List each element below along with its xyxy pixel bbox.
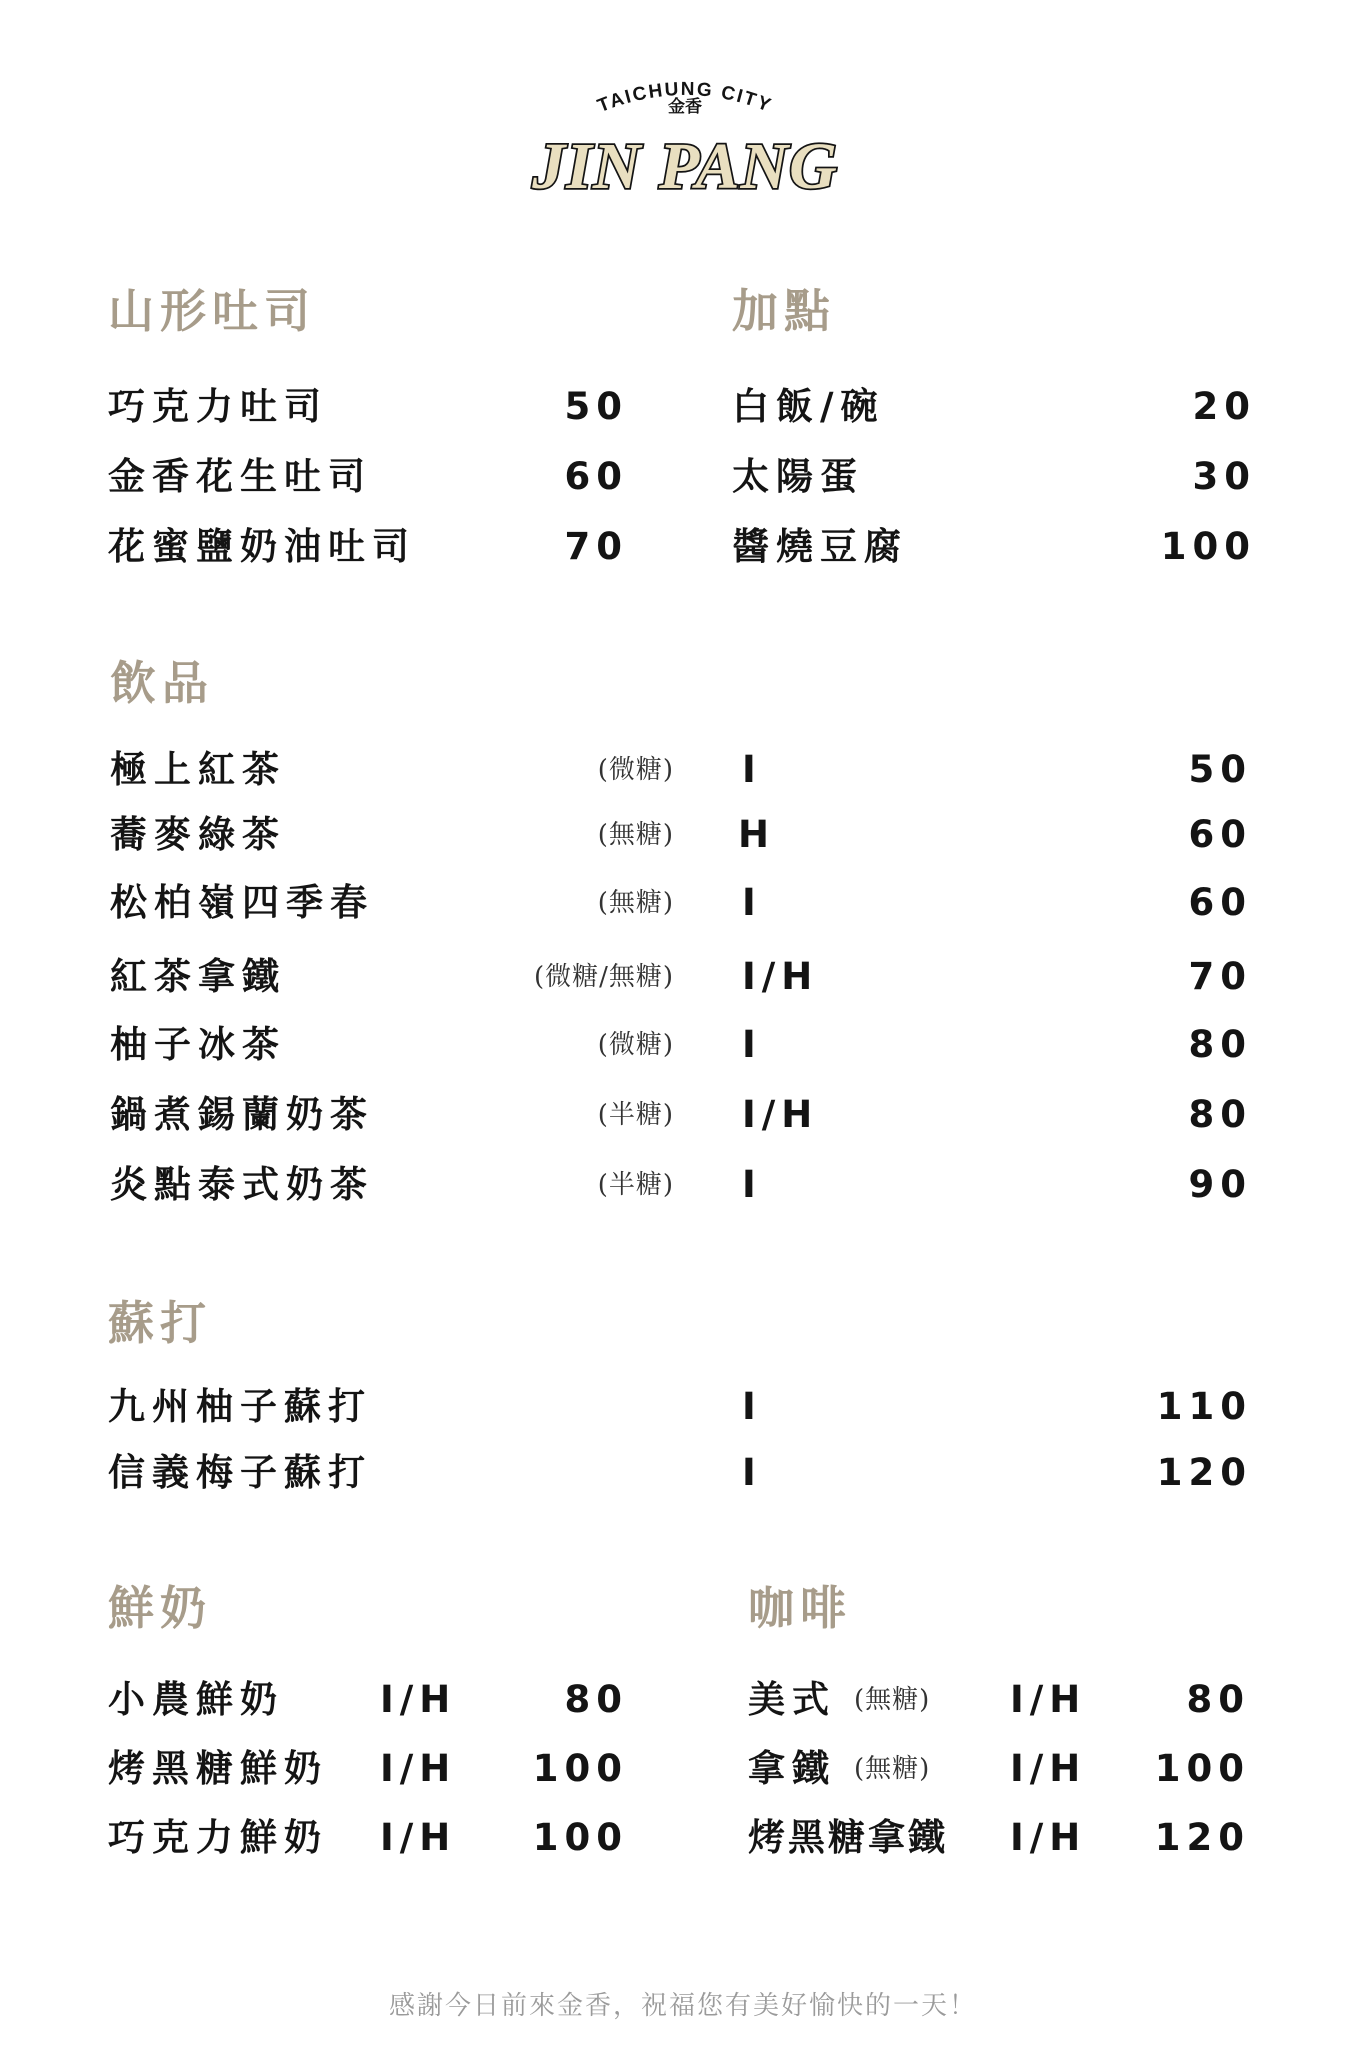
item-name: 巧克力吐司 — [108, 385, 328, 428]
item-price: 100 — [1154, 1747, 1250, 1790]
item-size: I — [742, 748, 762, 791]
menu-item — [110, 1160, 1252, 1210]
item-note: (半糖) — [597, 1100, 674, 1130]
menu-item — [748, 1813, 1250, 1863]
item-note: (微糖) — [597, 1030, 674, 1060]
item-name: 九州柚子蘇打 — [108, 1385, 372, 1428]
menu-item — [732, 452, 1256, 502]
item-size: I/H — [1010, 1747, 1087, 1790]
item-price: 50 — [1188, 748, 1252, 791]
item-size: I/H — [742, 1093, 819, 1136]
item-price: 80 — [1186, 1678, 1250, 1721]
item-name: 拿鐵 — [748, 1747, 836, 1790]
item-note: (微糖) — [597, 755, 674, 785]
item-name: 炎點泰式奶茶 — [110, 1163, 374, 1206]
item-price: 120 — [1154, 1816, 1250, 1859]
menu-item — [748, 1675, 1250, 1725]
soda-heading: 蘇打 — [108, 1296, 212, 1350]
item-price: 90 — [1188, 1163, 1252, 1206]
item-note: (微糖/無糖) — [533, 962, 674, 992]
item-size: I/H — [1010, 1816, 1087, 1859]
item-size: I/H — [380, 1678, 457, 1721]
menu-item — [110, 810, 1252, 860]
item-name: 極上紅茶 — [110, 748, 286, 791]
menu-item — [108, 1448, 1252, 1498]
item-size: I/H — [380, 1747, 457, 1790]
menu-item — [110, 1090, 1252, 1140]
item-name: 醬燒豆腐 — [732, 525, 908, 568]
item-name: 巧克力鮮奶 — [108, 1816, 328, 1859]
coffee-heading: 咖啡 — [748, 1581, 852, 1635]
item-price: 50 — [564, 385, 628, 428]
item-price: 60 — [1188, 881, 1252, 924]
item-size: I — [742, 1023, 762, 1066]
item-name: 烤黑糖鮮奶 — [108, 1747, 328, 1790]
item-name: 花蜜鹽奶油吐司 — [108, 525, 416, 568]
item-note: (無糖) — [597, 820, 674, 850]
item-size: I — [742, 1385, 762, 1428]
menu-item — [110, 952, 1252, 1002]
item-price: 70 — [1188, 955, 1252, 998]
menu-item — [110, 878, 1252, 928]
item-price: 80 — [1188, 1023, 1252, 1066]
item-size: I — [742, 1163, 762, 1206]
logo — [520, 60, 850, 220]
item-price: 80 — [1188, 1093, 1252, 1136]
item-name: 小農鮮奶 — [108, 1678, 284, 1721]
item-size: I — [742, 1451, 762, 1494]
addons-heading: 加點 — [732, 284, 836, 338]
drinks-heading: 飲品 — [110, 656, 214, 710]
logo-city-text: TAICHUNG CITY — [594, 78, 776, 118]
item-price: 100 — [1160, 525, 1256, 568]
item-note: (無糖) — [597, 888, 674, 918]
item-name: 柚子冰茶 — [110, 1023, 286, 1066]
item-name: 鍋煮錫蘭奶茶 — [110, 1093, 374, 1136]
item-price: 20 — [1192, 385, 1256, 428]
item-size: H — [738, 813, 775, 856]
milk-heading: 鮮奶 — [108, 1581, 212, 1635]
item-price: 80 — [564, 1678, 628, 1721]
menu-item — [732, 522, 1256, 572]
item-price: 30 — [1192, 455, 1256, 498]
menu-item — [108, 452, 628, 502]
menu-item — [108, 1382, 1252, 1432]
item-size: I/H — [742, 955, 819, 998]
menu-item — [108, 1744, 628, 1794]
item-name: 白飯/碗 — [732, 385, 885, 428]
menu-item — [110, 1020, 1252, 1070]
item-size: I/H — [1010, 1678, 1087, 1721]
item-size: I/H — [380, 1816, 457, 1859]
item-name: 信義梅子蘇打 — [108, 1451, 372, 1494]
item-name: 美式 — [748, 1678, 836, 1721]
logo-name-text: JIN PANG — [532, 130, 838, 203]
footer-message: 感謝今日前來金香，祝福您有美好愉快的一天！ — [388, 1991, 977, 2021]
item-name: 松柏嶺四季春 — [110, 881, 374, 924]
menu-item — [748, 1744, 1250, 1794]
menu-item — [108, 522, 628, 572]
item-size: I — [742, 881, 762, 924]
menu-item — [108, 1675, 628, 1725]
item-note: (無糖) — [854, 1754, 931, 1784]
menu-item — [108, 1813, 628, 1863]
item-price: 100 — [532, 1747, 628, 1790]
item-name: 蕎麥綠茶 — [110, 813, 286, 856]
menu-item — [110, 745, 1252, 795]
item-name: 金香花生吐司 — [108, 455, 372, 498]
logo-graphic — [520, 60, 850, 220]
item-price: 60 — [564, 455, 628, 498]
item-price: 100 — [532, 1816, 628, 1859]
toast-heading: 山形吐司 — [108, 284, 316, 338]
item-name: 烤黑糖拿鐵 — [748, 1816, 948, 1859]
item-price: 120 — [1156, 1451, 1252, 1494]
item-price: 60 — [1188, 813, 1252, 856]
menu-item — [108, 382, 628, 432]
item-price: 70 — [564, 525, 628, 568]
item-note: (無糖) — [854, 1685, 931, 1715]
item-note: (半糖) — [597, 1170, 674, 1200]
menu-item — [732, 382, 1256, 432]
item-name: 紅茶拿鐵 — [110, 955, 286, 998]
item-price: 110 — [1156, 1385, 1252, 1428]
logo-chinese-text: 金香 — [668, 97, 702, 117]
item-name: 太陽蛋 — [732, 455, 864, 498]
